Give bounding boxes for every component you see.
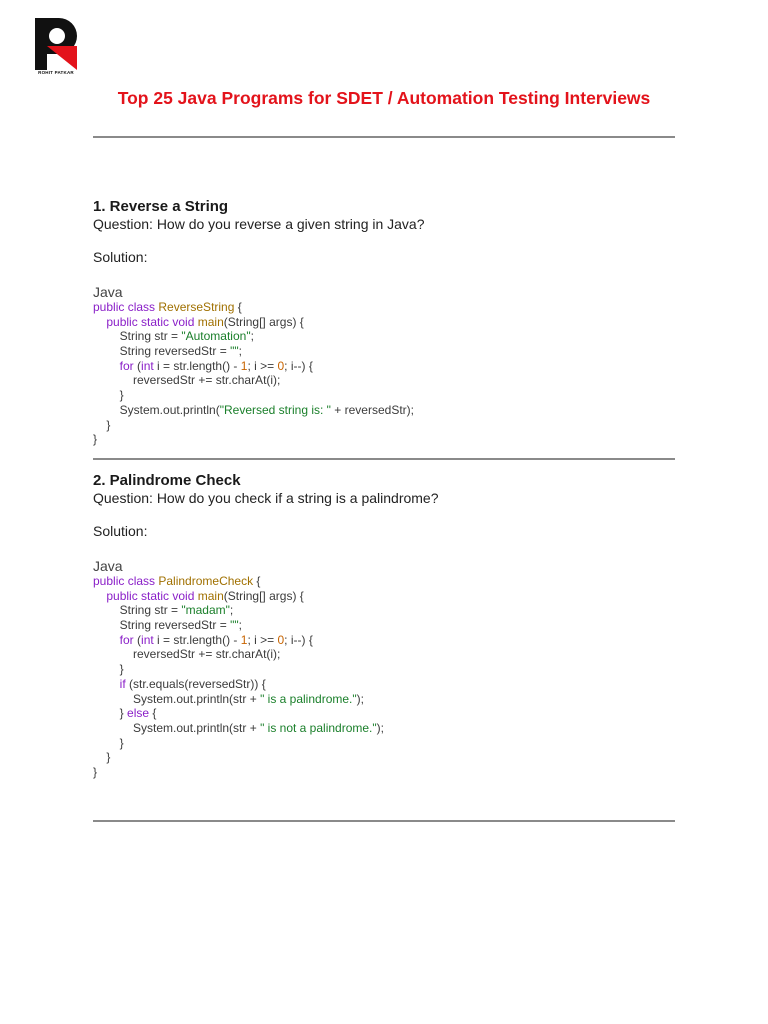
code-token: main — [197, 588, 224, 603]
code-token: "" — [230, 344, 239, 359]
question-text: Question: How do you reverse a given string in Java? — [93, 216, 425, 232]
code-line — [93, 618, 384, 633]
code-token: PalindromeCheck — [158, 574, 254, 588]
document-title: Top 25 Java Programs for SDET / Automation Testing Interviews — [117, 88, 651, 108]
code-line — [93, 418, 414, 433]
code-token: reversedStr += str.charAt(i); — [93, 647, 281, 662]
code-line — [93, 329, 414, 344]
code-line — [93, 388, 414, 403]
code-token: } — [93, 432, 98, 447]
code-token: int — [141, 632, 154, 647]
code-token: System.out.println(str + — [93, 720, 261, 735]
code-token: "" — [230, 618, 239, 633]
code-token: (String[] args) { — [223, 314, 304, 329]
code-token: if — [119, 676, 126, 691]
code-token: } — [93, 735, 124, 750]
code-token: public class — [93, 300, 159, 314]
code-token: main — [197, 314, 224, 329]
code-token: String str = — [93, 329, 182, 344]
code-token: { — [149, 706, 157, 721]
code-token: ; i--) { — [284, 358, 313, 373]
code-token: for — [119, 632, 134, 647]
code-line — [93, 647, 384, 662]
code-line — [93, 736, 384, 751]
code-token: ); — [376, 720, 384, 735]
code-line — [93, 432, 414, 447]
code-line — [93, 677, 384, 692]
code-token: ; i >= — [247, 632, 278, 647]
code-line — [93, 706, 384, 721]
code-token: i = str.length() - — [153, 358, 241, 373]
code-token: } — [93, 706, 128, 721]
code-token: String reversedStr = — [93, 344, 231, 359]
code-line — [93, 403, 414, 418]
solution-label: Solution: — [93, 249, 148, 265]
divider — [93, 136, 675, 138]
section-heading: 1. Reverse a String — [93, 198, 229, 215]
divider — [93, 458, 675, 460]
code-token — [93, 359, 120, 373]
code-token: ; — [229, 603, 234, 618]
divider — [93, 820, 675, 822]
code-token: } — [93, 750, 111, 765]
code-token: "Reversed string is: " — [219, 402, 331, 417]
code-token: ); — [356, 691, 364, 706]
code-token: (str.equals(reversedStr)) { — [125, 676, 266, 691]
code-token: 1 — [240, 358, 248, 373]
logo-caption: ROHIT PATKAR — [38, 70, 74, 75]
code-token: { — [253, 574, 261, 588]
code-token: ; i--) { — [284, 632, 313, 647]
code-line — [93, 574, 384, 589]
code-line — [93, 315, 414, 330]
code-line — [93, 721, 384, 736]
solution-label: Solution: — [93, 523, 148, 539]
code-token: public static void — [106, 588, 198, 603]
code-token: ; — [238, 618, 242, 633]
code-token — [93, 633, 120, 647]
code-token: public class — [93, 574, 159, 588]
code-line — [93, 373, 414, 388]
code-token: System.out.println( — [93, 402, 220, 417]
code-line — [93, 765, 384, 780]
code-token — [93, 315, 106, 329]
code-line — [93, 300, 414, 315]
code-line — [93, 344, 414, 359]
language-label: Java — [93, 284, 123, 300]
code-token: public static void — [106, 314, 198, 329]
code-token: ( — [133, 632, 142, 647]
code-token: ; — [238, 344, 242, 359]
code-line — [93, 603, 384, 618]
code-token: String reversedStr = — [93, 618, 231, 633]
code-token: for — [119, 358, 134, 373]
code-line — [93, 589, 384, 604]
code-token: else — [127, 706, 150, 721]
code-token — [93, 589, 106, 603]
code-token: System.out.println(str + — [93, 691, 261, 706]
code-token: " is a palindrome." — [260, 691, 357, 706]
code-token: } — [93, 388, 124, 403]
rohit-patkar-logo — [33, 16, 79, 78]
code-token: ( — [133, 358, 142, 373]
code-token: } — [93, 417, 111, 432]
code-token: "Automation" — [181, 329, 251, 344]
code-token: (String[] args) { — [223, 588, 304, 603]
code-line — [93, 750, 384, 765]
language-label: Java — [93, 558, 123, 574]
question-text: Question: How do you check if a string is a palindrome? — [93, 490, 439, 506]
code-token: 1 — [240, 632, 248, 647]
code-block — [93, 574, 384, 780]
code-token: { — [234, 300, 242, 314]
code-token: ReverseString — [158, 300, 235, 314]
code-token: reversedStr += str.charAt(i); — [93, 373, 281, 388]
code-token: int — [141, 358, 154, 373]
code-token: 0 — [277, 358, 285, 373]
code-line — [93, 633, 384, 648]
code-token: " is not a palindrome." — [260, 720, 377, 735]
section-heading: 2. Palindrome Check — [93, 472, 241, 489]
code-token: ; i >= — [247, 358, 278, 373]
code-token: 0 — [277, 632, 285, 647]
code-block — [93, 300, 414, 447]
code-token — [93, 677, 120, 691]
code-token: + reversedStr); — [330, 402, 414, 417]
code-line — [93, 359, 414, 374]
code-token: String str = — [93, 603, 182, 618]
code-token: } — [93, 764, 98, 779]
code-line — [93, 692, 384, 707]
code-token: i = str.length() - — [153, 632, 241, 647]
code-token: } — [93, 662, 124, 677]
code-token: ; — [250, 329, 254, 344]
code-line — [93, 662, 384, 677]
code-token: "madam" — [181, 603, 230, 618]
